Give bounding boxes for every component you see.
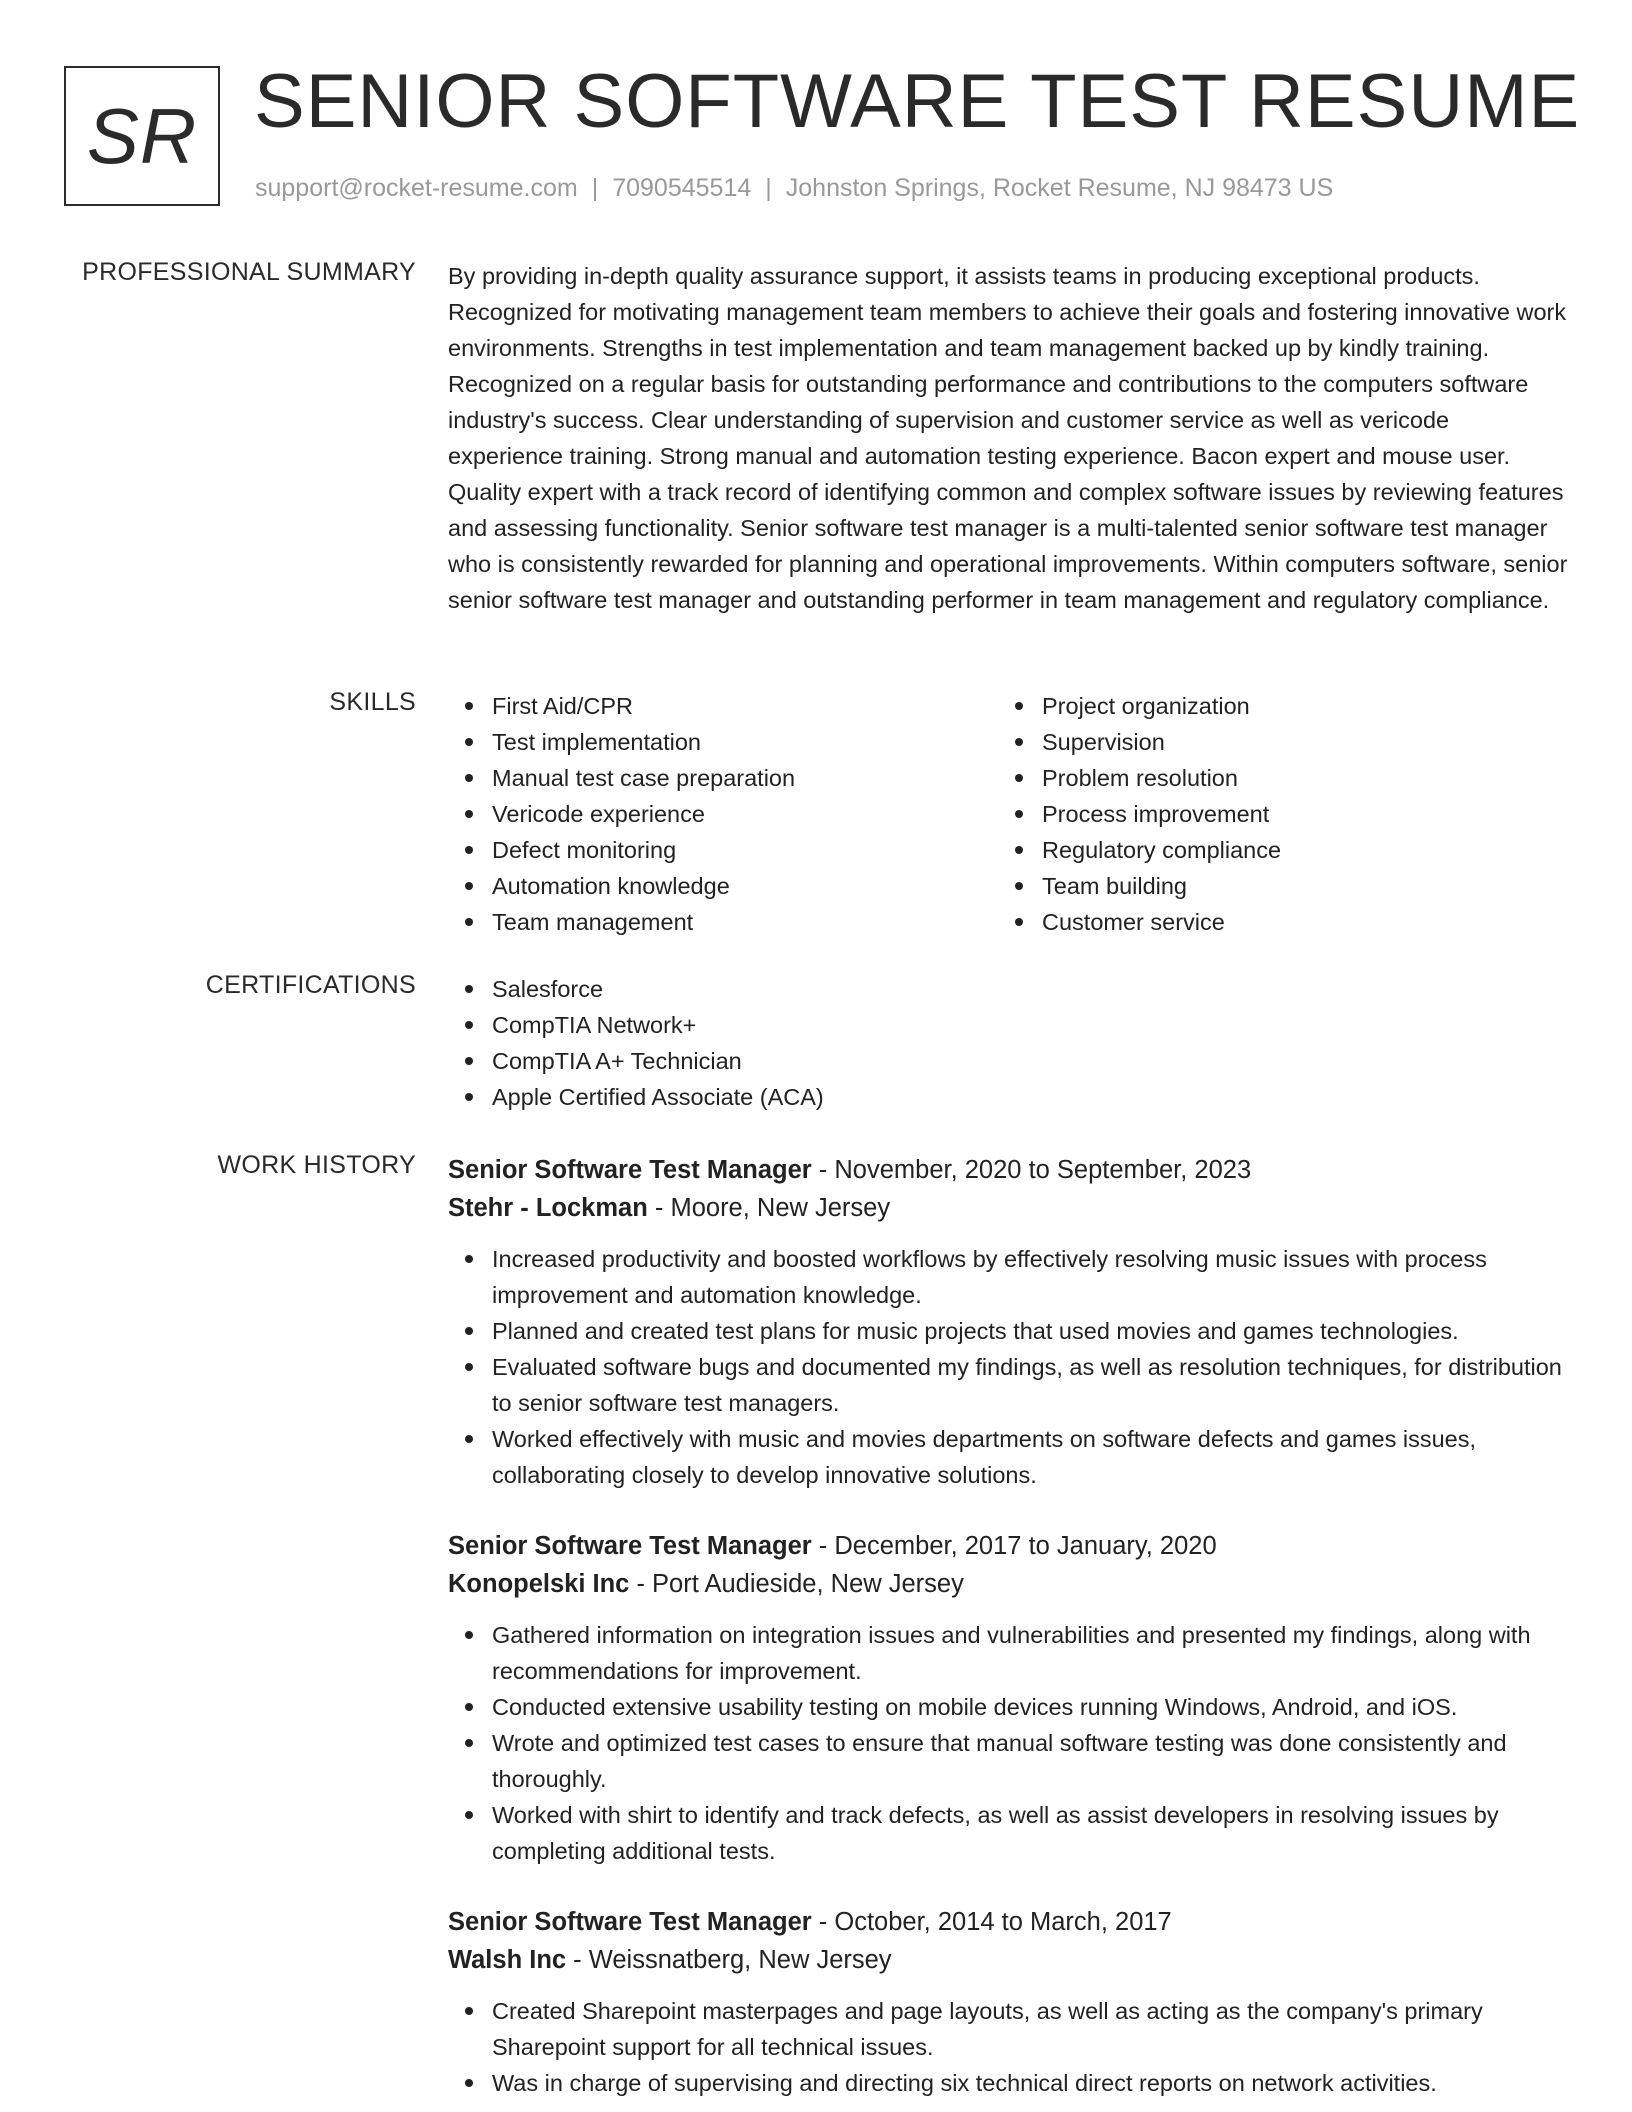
job-role: Senior Software Test Manager xyxy=(448,1532,812,1560)
job-bullet: Increased productivity and boosted workflows by effectively resolving music issues with process improvement and automation knowledge. xyxy=(492,1241,1568,1313)
job-company: Konopelski Inc xyxy=(448,1570,630,1598)
skills-heading: SKILLS xyxy=(329,688,416,716)
job-dates: - November, 2020 to September, 2023 xyxy=(811,1156,1252,1184)
job-bullets xyxy=(448,1241,1568,1493)
job-bullet: Was in charge of supervising and directing six technical direct reports on network activities. xyxy=(492,2065,1568,2101)
contact-email[interactable]: support@rocket-resume.com xyxy=(255,174,578,202)
contact-separator: | xyxy=(765,174,772,202)
summary-heading: PROFESSIONAL SUMMARY xyxy=(82,258,416,286)
job-entry xyxy=(448,1151,1568,1493)
job-location: - Port Audieside, New Jersey xyxy=(629,1570,964,1598)
job-entry xyxy=(448,1903,1568,2101)
job-bullet: Evaluated software bugs and documented my findings, as well as resolution techniques, for distribution to senior software test managers. xyxy=(492,1349,1568,1421)
certifications-body xyxy=(448,971,1568,1115)
skill-item: Team management xyxy=(492,904,998,940)
job-bullet: Wrote and optimized test cases to ensure that manual software testing was done consistently and thoroughly. xyxy=(492,1725,1568,1797)
certification-item: CompTIA Network+ xyxy=(492,1007,1568,1043)
monogram-badge: SR xyxy=(64,66,220,206)
skill-item: Regulatory compliance xyxy=(1042,832,1548,868)
certifications-heading: CERTIFICATIONS xyxy=(205,971,416,999)
certification-item: Salesforce xyxy=(492,971,1568,1007)
contact-line xyxy=(255,174,1333,203)
skill-item: Project organization xyxy=(1042,688,1548,724)
skill-item: Team building xyxy=(1042,868,1548,904)
job-bullet: Gathered information on integration issues and vulnerabilities and presented my findings, along with recommendations for improvement. xyxy=(492,1617,1568,1689)
work-history-heading: WORK HISTORY xyxy=(217,1151,416,1179)
job-bullet: Planned and created test plans for music projects that used movies and games technologies. xyxy=(492,1313,1568,1349)
job-bullet: Created Sharepoint masterpages and page layouts, as well as acting as the company's primary Sharepoint support for all technical issues. xyxy=(492,1993,1568,2065)
job-company-line xyxy=(448,1189,1568,1227)
job-bullet: Worked effectively with music and movies departments on software defects and games issues, collaborating closely to develop innovative solutions. xyxy=(492,1421,1568,1493)
job-dates: - October, 2014 to March, 2017 xyxy=(811,1908,1172,1936)
skill-item: Process improvement xyxy=(1042,796,1548,832)
job-company-line xyxy=(448,1941,1568,1979)
job-title-line xyxy=(448,1527,1568,1565)
job-company: Walsh Inc xyxy=(448,1946,567,1974)
skills-list-right xyxy=(998,688,1548,940)
skill-item: Defect monitoring xyxy=(492,832,998,868)
job-role: Senior Software Test Manager xyxy=(448,1908,812,1936)
skills-list-left xyxy=(448,688,998,940)
job-bullet: Conducted extensive usability testing on mobile devices running Windows, Android, and iOS. xyxy=(492,1689,1568,1725)
job-bullet: Worked with shirt to identify and track defects, as well as assist developers in resolving issues by completing additional tests. xyxy=(492,1797,1568,1869)
certification-item: Apple Certified Associate (ACA) xyxy=(492,1079,1568,1115)
certifications-list xyxy=(448,971,1568,1115)
skill-item: First Aid/CPR xyxy=(492,688,998,724)
skill-item: Problem resolution xyxy=(1042,760,1548,796)
job-location: - Moore, New Jersey xyxy=(647,1194,891,1222)
job-company-line xyxy=(448,1565,1568,1603)
contact-address: Johnston Springs, Rocket Resume, NJ 98473 US xyxy=(785,174,1334,202)
certification-item: CompTIA A+ Technician xyxy=(492,1043,1568,1079)
skill-item: Customer service xyxy=(1042,904,1548,940)
job-bullets xyxy=(448,1993,1568,2101)
skill-item: Automation knowledge xyxy=(492,868,998,904)
job-bullets xyxy=(448,1617,1568,1869)
summary-text: By providing in-depth quality assurance support, it assists teams in producing exceptional products. Recognized for motivating management team members to achieve their goals and fostering innovative work environments. Strengths in test implementation and team management backed up by kindly training. Recognized on a regular basis for outstanding performance and contributions to the computers software industry's success. Clear understanding of supervision and customer service as well as vericode experience training. Strong manual and automation testing experience. Bacon expert and mouse user. Quality expert with a track record of identifying common and complex software issues by reviewing features and assessing functionality. Senior software test manager is a multi-talented senior software test manager who is consistently rewarded for planning and operational improvements. Within computers software, senior senior software test manager and outstanding performer in team management and regulatory compliance. xyxy=(448,263,1568,613)
job-role: Senior Software Test Manager xyxy=(448,1156,812,1184)
skill-item: Test implementation xyxy=(492,724,998,760)
job-title-line xyxy=(448,1151,1568,1189)
job-entry xyxy=(448,1527,1568,1869)
skills-body xyxy=(448,688,1568,940)
job-title-line xyxy=(448,1903,1568,1941)
skill-item: Vericode experience xyxy=(492,796,998,832)
job-location: - Weissnatberg, New Jersey xyxy=(566,1946,892,1974)
resume-title: SENIOR SOFTWARE TEST RESUME xyxy=(254,59,1581,144)
contact-phone[interactable]: 7090545514 xyxy=(612,174,752,202)
skill-item: Manual test case preparation xyxy=(492,760,998,796)
job-company: Stehr - Lockman xyxy=(448,1194,648,1222)
skill-item: Supervision xyxy=(1042,724,1548,760)
job-dates: - December, 2017 to January, 2020 xyxy=(811,1532,1217,1560)
contact-separator: | xyxy=(591,174,599,202)
